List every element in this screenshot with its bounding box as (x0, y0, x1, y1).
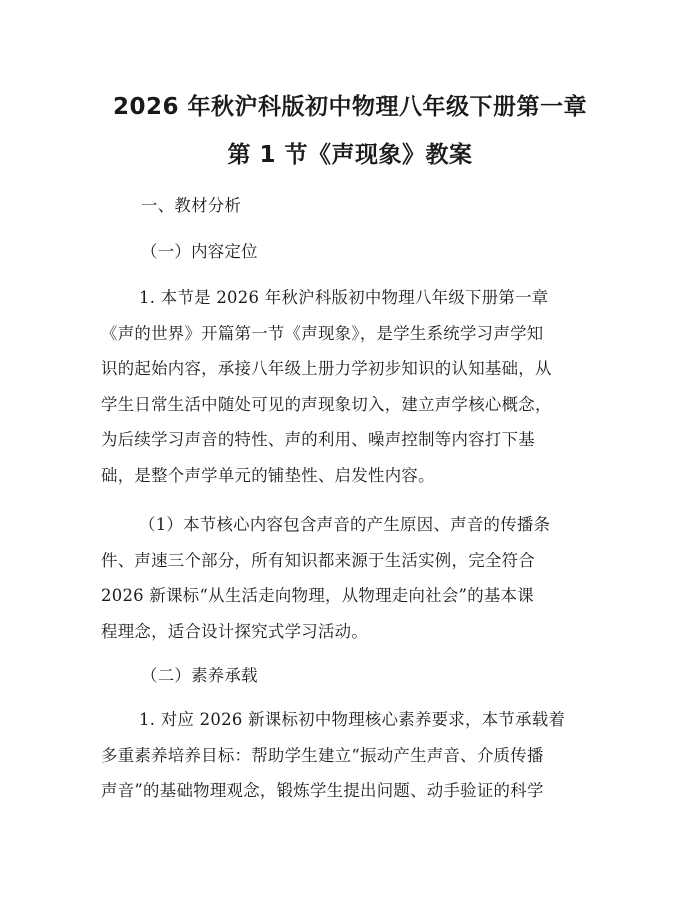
document-title-line-1: 2026 年秋沪科版初中物理八年级下册第一章 (112, 94, 588, 120)
paragraph-line: 《声的世界》开篇第一节《声现象》，是学生系统学习声学知 (101, 323, 544, 343)
paragraph-line: 为后续学习声音的特性、声的利用、噪声控制等内容打下基 (101, 430, 535, 450)
paragraph-line: 1. 对应 2026 新课标初中物理核心素养要求，本节承载着 (139, 710, 566, 729)
paragraph-2 (101, 507, 601, 649)
document-title-line-2: 第 1 节《声现象》教案 (227, 142, 473, 168)
section-heading-textbook-analysis: 一、教材分析 (141, 196, 242, 215)
paragraph-3 (101, 702, 601, 809)
paragraph-line: 2026 新课标“从生活走向物理，从物理走向社会”的基本课 (101, 586, 534, 606)
paragraph-line: 多重素养培养目标：帮助学生建立“振动产生声音、介质传播 (101, 745, 544, 765)
subsection-heading-literacy: （二）素养承载 (141, 666, 258, 685)
paragraph-line: 1. 本节是 2026 年秋沪科版初中物理八年级下册第一章 (139, 288, 549, 307)
paragraph-line: 程理念，适合设计探究式学习活动。 (101, 621, 369, 641)
paragraph-line: 础，是整个声学单元的铺垫性、启发性内容。 (101, 465, 435, 485)
paragraph-1 (101, 280, 601, 494)
paragraph-line: 声音”的基础物理观念，锻炼学生提出问题、动手验证的科学 (101, 781, 544, 801)
subsection-heading-content-positioning: （一）内容定位 (141, 242, 258, 261)
paragraph-line: 识的起始内容，承接八年级上册力学初步知识的认知基础，从 (101, 359, 552, 379)
paragraph-line: 学生日常生活中随处可见的声现象切入，建立声学核心概念， (101, 394, 552, 414)
paragraph-line: （1）本节核心内容包含声音的产生原因、声音的传播条 (139, 515, 551, 534)
paragraph-line: 件、声速三个部分，所有知识都来源于生活实例，完全符合 (101, 550, 535, 570)
